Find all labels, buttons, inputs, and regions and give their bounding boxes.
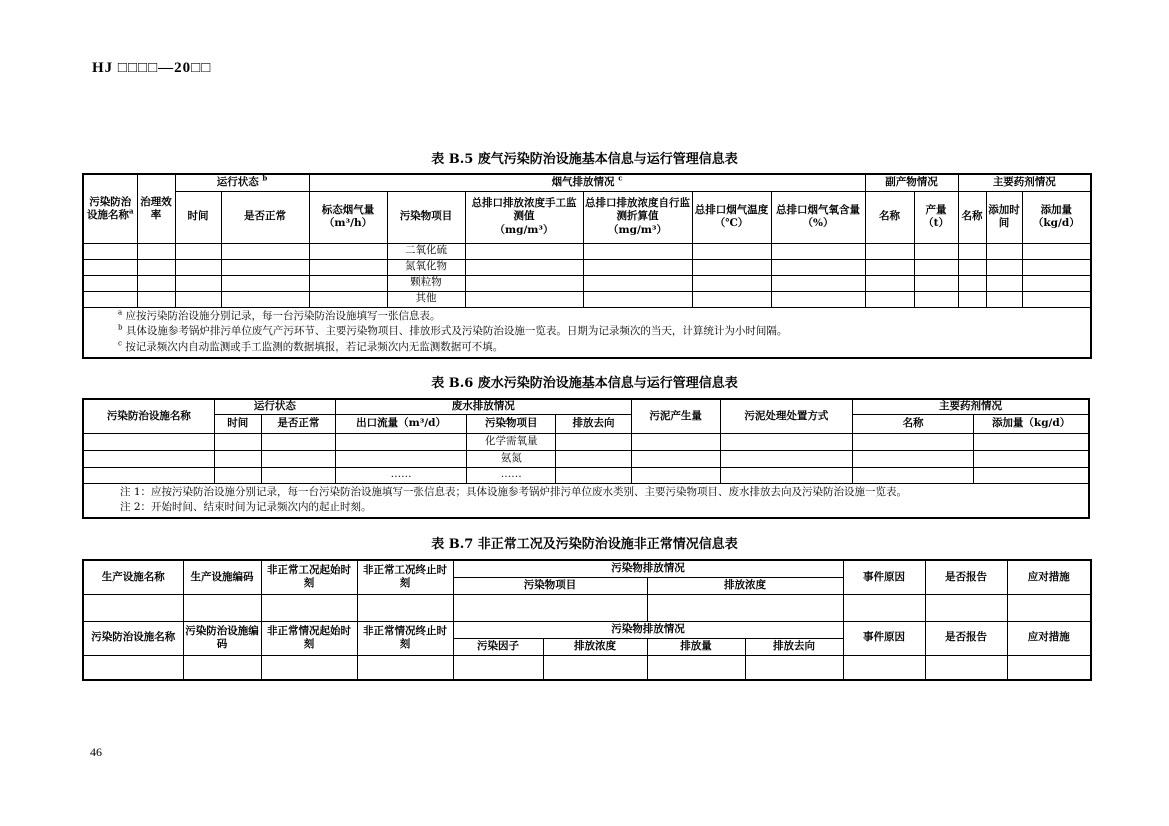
col-facility-name: 污染防治设施名称$^a$ <box>83 174 137 243</box>
col-auto-conc: 总排口排放浓度自行监测折算值 （mg/m³） <box>583 191 692 243</box>
col-time: 时间 <box>214 414 261 433</box>
table-row <box>83 243 1091 259</box>
col-pollutant: 污染物项目 <box>453 577 647 594</box>
col-time: 时间 <box>175 191 221 243</box>
group-wastewater-discharge: 废水排放情况 <box>335 399 631 414</box>
group-main-agent: 主要药剂情况 <box>958 174 1091 191</box>
table-b6-caption: 表 B.6 废水污染防治设施基本信息与运行管理信息表 <box>431 376 738 391</box>
table-b5 <box>82 173 1092 359</box>
col-production-facility-code: 生产设施编码 <box>183 560 261 594</box>
group-pollutant-emission-2: 污染物排放情况 <box>453 621 843 638</box>
col-emission-direction: 排放去向 <box>745 638 843 655</box>
col-pollution-factor: 污染因子 <box>453 638 543 655</box>
col-pollutant: 污染物项目 <box>387 191 465 243</box>
col-agent-amount: 添加量 （kg/d） <box>1022 191 1091 243</box>
col-production-facility-name: 生产设施名称 <box>83 560 183 594</box>
col-agent-name: 名称 <box>958 191 986 243</box>
table-b6 <box>82 398 1090 519</box>
col-byproduct-name: 名称 <box>865 191 914 243</box>
col-standard-flow: 标态烟气量 （m³/h） <box>309 191 387 243</box>
col-event-cause: 事件原因 <box>843 560 925 594</box>
note-c: $^c$ 按记录频次内自动监测或手工监测的数据填报，若记录频次内无监测数据可不填。 <box>118 339 504 353</box>
col-manual-conc: 总排口排放浓度手工监测值 （mg/m³） <box>465 191 583 243</box>
table-row <box>83 433 1089 450</box>
col-flue-temp: 总排口烟气温度（℃） <box>692 191 771 243</box>
group-run-status: 运行状态 <box>214 399 335 414</box>
col-emission-amount: 排放量 <box>647 638 745 655</box>
col-control-facility-name: 污染防治设施名称 <box>83 621 183 655</box>
pollutant-cell: 氨氮 <box>467 450 556 467</box>
col-abnormal-situation-start: 非正常情况起始时刻 <box>261 621 357 655</box>
col-abnormal-situation-end: 非正常情况终止时刻 <box>357 621 453 655</box>
col-facility-name: 污染防治设施名称 <box>83 399 214 433</box>
pollutant-cell: 化学需氧量 <box>467 433 556 450</box>
col-event-cause-2: 事件原因 <box>843 621 925 655</box>
col-emission-conc: 排放浓度 <box>647 577 843 594</box>
col-byproduct-output: 产量 （t） <box>914 191 958 243</box>
group-pollutant-emission: 污染物排放情况 <box>453 560 843 577</box>
document-code-header: HJ □□□□—20□□ <box>92 60 212 76</box>
note-2: 注 2：开始时间、结束时间为记录频次内的起止时刻。 <box>120 501 372 514</box>
col-reported-2: 是否报告 <box>925 621 1007 655</box>
table-b5-notes <box>83 307 1091 358</box>
table-b7 <box>82 559 1092 681</box>
col-response-measure-2: 应对措施 <box>1007 621 1091 655</box>
pollutant-cell: 其他 <box>387 291 465 307</box>
table-b6-notes <box>83 483 1089 518</box>
table-row <box>83 259 1091 275</box>
table-b5-caption: 表 B.5 废气污染防治设施基本信息与运行管理信息表 <box>431 152 738 167</box>
table-row <box>83 594 1091 621</box>
note-1: 注 1：应按污染防治设施分别记录，每一台污染防治设施填写一张信息表；具体设施参考锅炉排污单位废水类别、主要污染物项目、废水排放去向及污染防治设施一览表。 <box>120 485 908 498</box>
note-a: $^a$ 应按污染防治设施分别记录，每一台污染防治设施填写一张信息表。 <box>118 308 441 322</box>
col-efficiency: 治理效率 <box>137 174 175 243</box>
col-control-facility-code: 污染防治设施编码 <box>183 621 261 655</box>
group-main-agent: 主要药剂情况 <box>852 399 1089 414</box>
col-flue-oxygen: 总排口烟气氧含量（%） <box>771 191 865 243</box>
group-byproduct: 副产物情况 <box>865 174 958 191</box>
pollutant-cell: 二氧化硫 <box>387 243 465 259</box>
page-number: 46 <box>90 745 102 759</box>
col-response-measure: 应对措施 <box>1007 560 1091 594</box>
note-b: $^b$ 具体设施参考锅炉排污单位废气产污环节、主要污染物项目、排放形式及污染防治设施一览表。日期为记录频次的当天，计算统计为小时间隔。 <box>118 323 788 338</box>
flow-ellipsis-cell: …… <box>335 467 466 483</box>
pollutant-cell: 氮氧化物 <box>387 259 465 275</box>
table-row <box>83 275 1091 291</box>
table-row <box>83 467 1089 483</box>
group-flue-gas-emission: 烟气排放情况 $^c$ <box>309 174 865 191</box>
col-reported: 是否报告 <box>925 560 1007 594</box>
col-sludge-method: 污泥处理处置方式 <box>720 399 852 433</box>
col-abnormal-start: 非正常工况起始时刻 <box>261 560 357 594</box>
col-sludge-amount: 污泥产生量 <box>631 399 720 433</box>
col-discharge-direction: 排放去向 <box>556 414 631 433</box>
table-row <box>83 291 1091 307</box>
col-is-normal: 是否正常 <box>261 414 335 433</box>
pollutant-cell: …… <box>467 467 556 483</box>
group-run-status: 运行状态 $^b$ <box>175 174 309 191</box>
col-outlet-flow: 出口流量（m³/d） <box>335 414 466 433</box>
table-row <box>83 450 1089 467</box>
col-abnormal-end: 非正常工况终止时刻 <box>357 560 453 594</box>
table-b7-caption: 表 B.7 非正常工况及污染防治设施非正常情况信息表 <box>431 537 738 552</box>
col-agent-time: 添加时间 <box>986 191 1022 243</box>
table-row <box>83 655 1091 680</box>
col-agent-name: 名称 <box>852 414 973 433</box>
col-pollutant: 污染物项目 <box>467 414 556 433</box>
col-agent-amount: 添加量（kg/d） <box>974 414 1089 433</box>
col-emission-conc-2: 排放浓度 <box>543 638 647 655</box>
col-is-normal: 是否正常 <box>221 191 309 243</box>
pollutant-cell: 颗粒物 <box>387 275 465 291</box>
